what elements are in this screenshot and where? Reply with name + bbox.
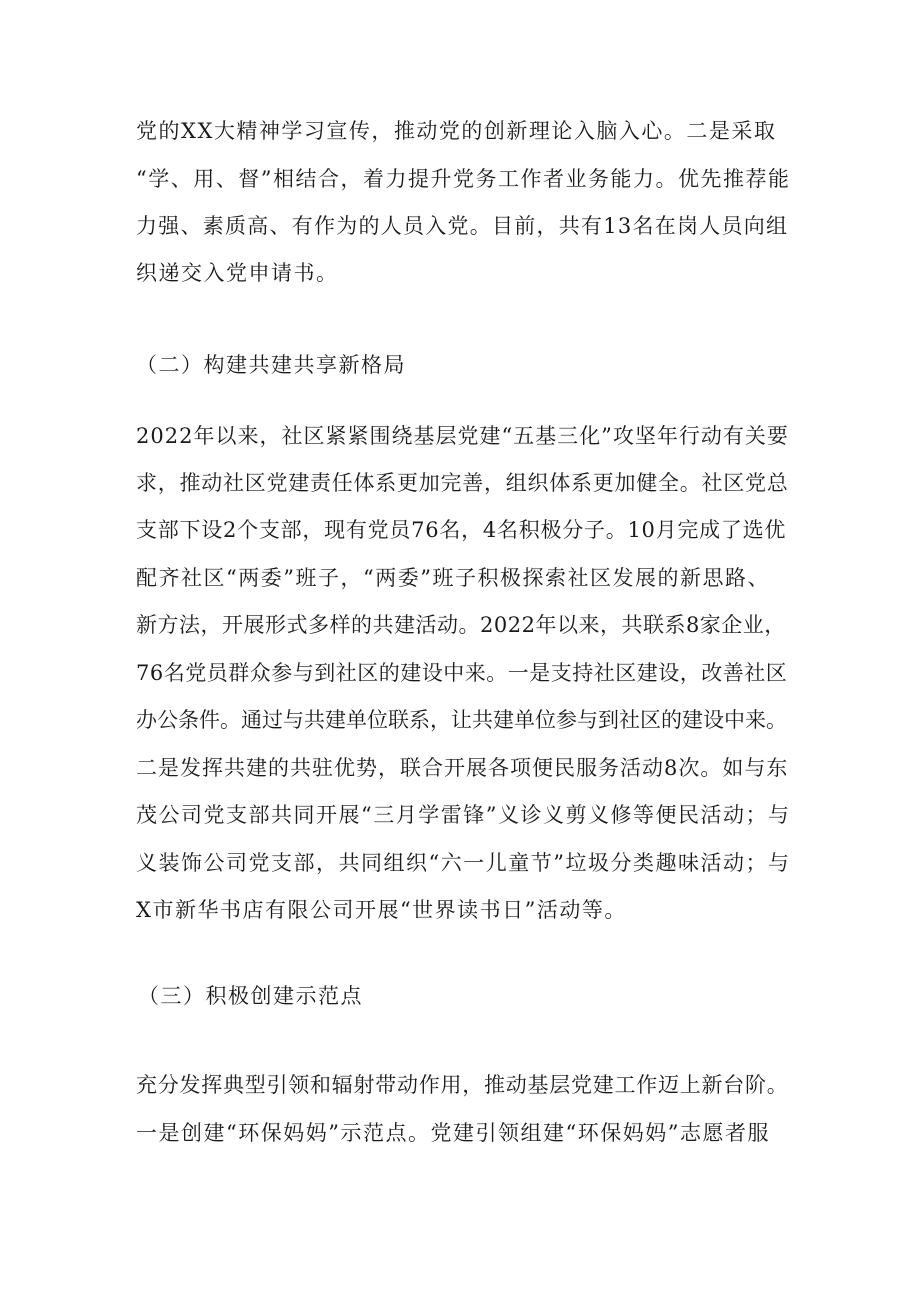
paragraph-2-line-7: 办公条件。通过与共建单位联系，让共建单位参与到社区的建设中来。 — [136, 708, 787, 732]
paragraph-2-line-1: 2022年以来，社区紧紧围绕基层党建“五基三化”攻坚年行动有关要 — [136, 424, 789, 448]
paragraph-1-line-4: 织递交入党申请书。 — [136, 261, 339, 285]
paragraph-2-line-9: 茂公司党支部共同开展“三月学雷锋”义诊义剪义修等便民活动；与 — [136, 803, 791, 827]
paragraph-1-line-3: 力强、素质高、有作为的人员入党。目前，共有13名在岗人员向组 — [136, 214, 789, 238]
paragraph-1-line-1: 党的XX大精神学习宣传，推动党的创新理论入脑入心。二是采取 — [136, 119, 777, 143]
paragraph-2-line-2: 求，推动社区党建责任体系更加完善，组织体系更加健全。社区党总 — [136, 471, 789, 495]
paragraph-3-line-2: 一是创建“环保妈妈”示范点。党建引领组建“环保妈妈”志愿者服 — [136, 1121, 770, 1145]
section-heading-3: （三）积极创建示范点 — [138, 984, 363, 1008]
paragraph-3-line-1: 充分发挥典型引领和辐射带动作用，推动基层党建工作迈上新台阶。 — [136, 1073, 789, 1097]
paragraph-2-line-6: 76名党员群众参与到社区的建设中来。一是支持社区建设，改善社区 — [136, 661, 788, 685]
paragraph-2-line-11: X市新华书店有限公司开展“世界读书日”活动等。 — [136, 898, 627, 922]
paragraph-1-line-2: “学、用、督”相结合，着力提升党务工作者业务能力。优先推荐能 — [136, 167, 791, 191]
paragraph-2-line-4: 配齐社区“两委”班子，“两委”班子积极探索社区发展的新思路、 — [136, 566, 770, 590]
paragraph-2-line-10: 义装饰公司党支部，共同组织“六一儿童节”垃圾分类趣味活动；与 — [136, 851, 791, 875]
section-heading-2: （二）构建共建共享新格局 — [136, 353, 406, 377]
paragraph-2-line-3: 支部下设2个支部，现有党员76名，4名积极分子。10月完成了选优 — [136, 518, 787, 542]
paragraph-2-line-5: 新方法，开展形式多样的共建活动。2022年以来，共联系8家企业， — [136, 613, 786, 637]
paragraph-2-line-8: 二是发挥共建的共驻优势，联合开展各项便民服务活动8次。如与东 — [136, 756, 789, 780]
